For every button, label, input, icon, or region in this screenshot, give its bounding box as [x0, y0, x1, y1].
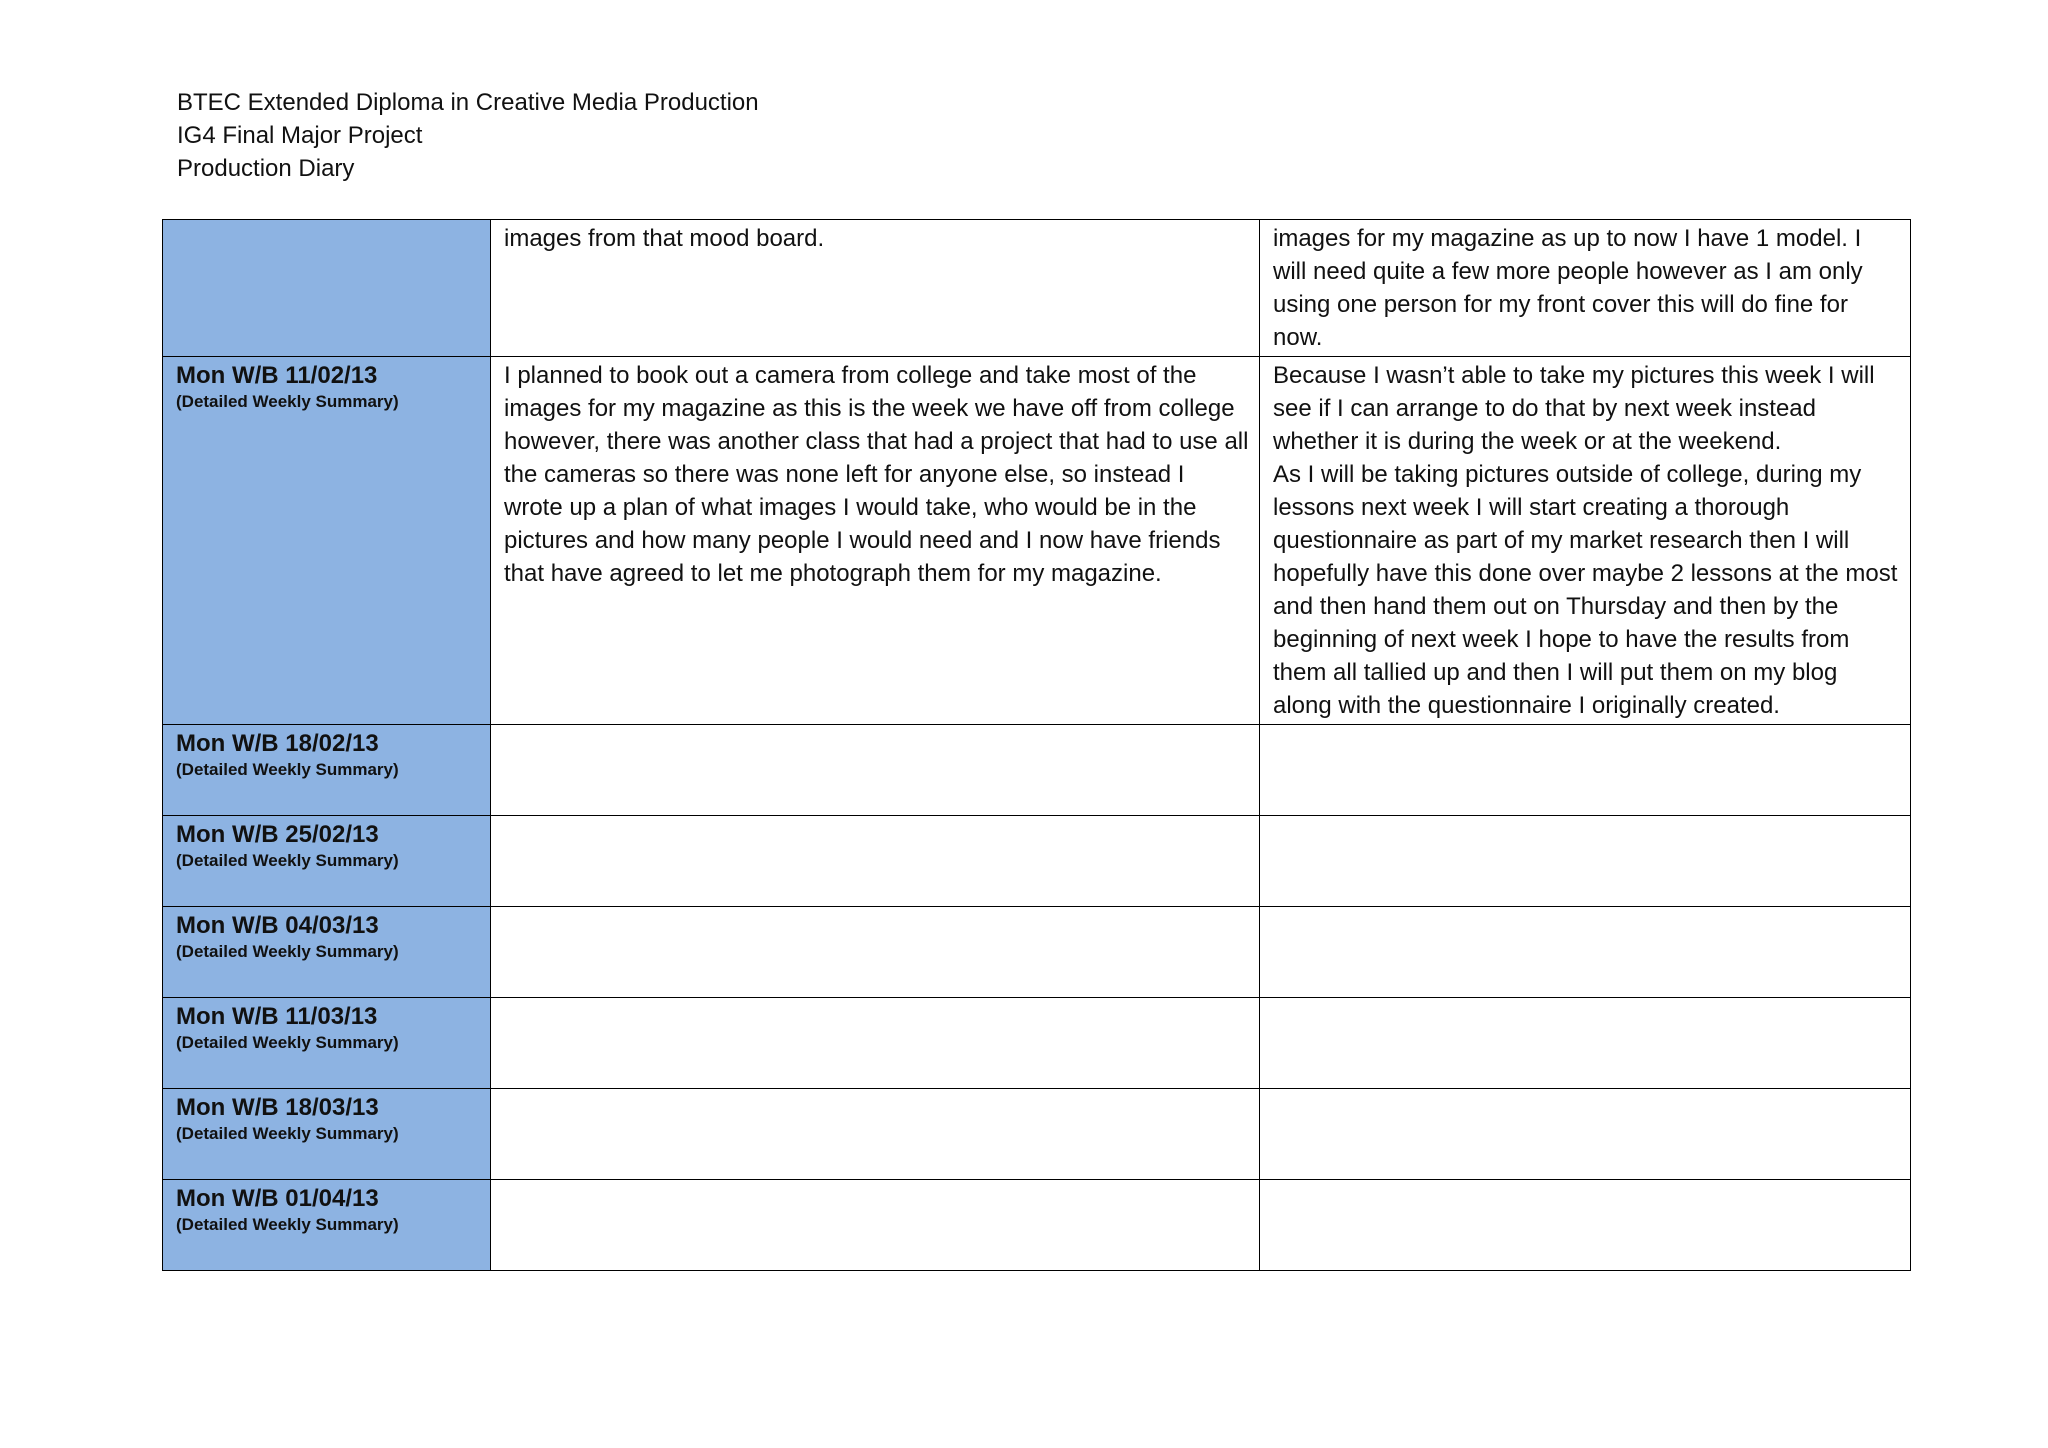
- week-label: Mon W/B 18/03/13: [176, 1094, 379, 1121]
- week-cell: [163, 816, 491, 907]
- week-summary-label: (Detailed Weekly Summary): [176, 1033, 399, 1052]
- reflection-text: [1260, 725, 1910, 729]
- week-cell: [163, 357, 491, 725]
- plan-text: [491, 816, 1259, 820]
- plan-cell: [491, 220, 1260, 357]
- week-label: Mon W/B 04/03/13: [176, 912, 379, 939]
- week-label: Mon W/B 11/02/13: [176, 362, 378, 389]
- table-row: [163, 1180, 1911, 1271]
- table-row: [163, 998, 1911, 1089]
- reflection-cell: [1260, 998, 1911, 1089]
- plan-text: images from that mood board.: [504, 225, 825, 252]
- week-cell: [163, 907, 491, 998]
- reflection-cell: [1260, 907, 1911, 998]
- reflection-cell: [1260, 725, 1911, 816]
- week-summary-label: (Detailed Weekly Summary): [176, 392, 399, 411]
- plan-text: [491, 1180, 1259, 1184]
- table-row: [163, 1089, 1911, 1180]
- reflection-text: [1260, 907, 1910, 911]
- reflection-paragraph: Because I wasn’t able to take my pictures this week I will see if I can arrange to do that by next week instead whether it is during the week or at the weekend.: [1273, 362, 1875, 455]
- reflection-text: images for my magazine as up to now I have 1 model. I will need quite a few more people however as I am only using one person for my front cover this will do fine for now.: [1273, 225, 1863, 351]
- reflection-cell: [1260, 816, 1911, 907]
- reflection-text: [1260, 998, 1910, 1002]
- week-summary-label: (Detailed Weekly Summary): [176, 851, 399, 870]
- table-row: [163, 907, 1911, 998]
- week-summary-label: (Detailed Weekly Summary): [176, 942, 399, 961]
- course-title: BTEC Extended Diploma in Creative Media Production: [177, 89, 759, 116]
- week-label: Mon W/B 01/04/13: [176, 1185, 379, 1212]
- week-label: Mon W/B 11/03/13: [176, 1003, 378, 1030]
- production-diary-table: [162, 219, 1911, 1271]
- table-row: [163, 725, 1911, 816]
- diary-title: Production Diary: [177, 155, 355, 182]
- plan-text: [491, 907, 1259, 911]
- plan-cell: [491, 907, 1260, 998]
- week-label: Mon W/B 18/02/13: [176, 730, 379, 757]
- plan-text: [491, 1089, 1259, 1093]
- reflection-paragraph: As I will be taking pictures outside of college, during my lessons next week I will start creating a thorough questionnaire as part of my market research then I will hopefully have this done over maybe 2 lessons at the most and then hand them out on Thursday and then by the beginning of next week I hope to have the results from them all tallied up and then I will put them on my blog along with the questionnaire I originally created.: [1273, 461, 1898, 719]
- plan-cell: [491, 816, 1260, 907]
- project-title: IG4 Final Major Project: [177, 122, 423, 149]
- reflection-text: [1260, 1089, 1910, 1093]
- week-cell: [163, 1089, 491, 1180]
- week-summary-label: (Detailed Weekly Summary): [176, 760, 399, 779]
- week-summary-label: (Detailed Weekly Summary): [176, 1124, 399, 1143]
- document-header: [177, 86, 759, 185]
- week-cell: [163, 220, 491, 357]
- plan-cell: [491, 998, 1260, 1089]
- week-cell: [163, 998, 491, 1089]
- plan-cell: [491, 1180, 1260, 1271]
- plan-cell: [491, 725, 1260, 816]
- plan-text: [491, 725, 1259, 729]
- week-summary-label: (Detailed Weekly Summary): [176, 1215, 399, 1234]
- week-label: Mon W/B 25/02/13: [176, 821, 379, 848]
- plan-cell: [491, 1089, 1260, 1180]
- table-row: [163, 220, 1911, 357]
- plan-text: I planned to book out a camera from college and take most of the images for my magazine as this is the week we have off from college however, there was another class that had a project that had to use all the cameras so there was none left for anyone else, so instead I wrote up a plan of what images I would take, who would be in the pictures and how many people I would need and I now have friends that have agreed to let me photograph them for my magazine.: [504, 362, 1249, 587]
- reflection-cell: [1260, 220, 1911, 357]
- reflection-cell: [1260, 1089, 1911, 1180]
- reflection-cell: [1260, 357, 1911, 725]
- table-row: [163, 357, 1911, 725]
- table-row: [163, 816, 1911, 907]
- reflection-text: [1260, 816, 1910, 820]
- reflection-cell: [1260, 1180, 1911, 1271]
- reflection-text: [1260, 1180, 1910, 1184]
- reflection-text: [1260, 357, 1910, 724]
- plan-cell: [491, 357, 1260, 725]
- week-cell: [163, 1180, 491, 1271]
- plan-text: [491, 998, 1259, 1002]
- week-cell: [163, 725, 491, 816]
